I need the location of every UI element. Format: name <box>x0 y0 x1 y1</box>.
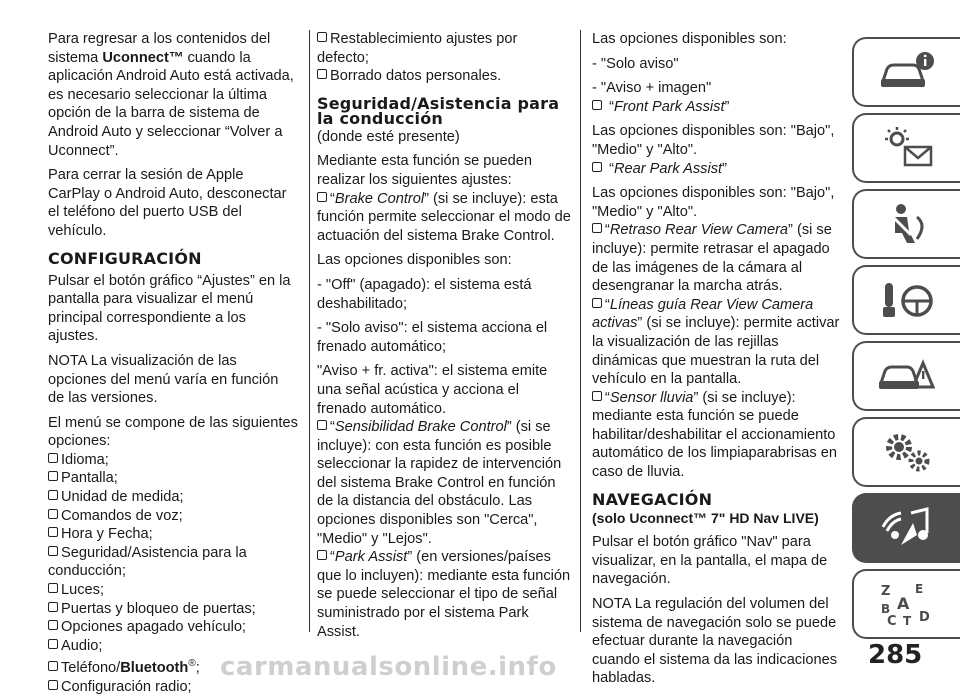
column-divider <box>580 30 581 632</box>
paragraph-option-off: - "Off" (apagado): el sistema está deshabilitado; <box>317 276 532 312</box>
list-item: Unidad de medida; <box>48 488 298 507</box>
list-item: Restablecimiento ajustes por defecto; <box>317 31 518 66</box>
bullet-box-icon <box>48 583 58 593</box>
note-menu-options: NOTA La visualización de las opciones del menú varía en función de las versiones. <box>48 352 279 407</box>
index-letter: E <box>915 582 924 596</box>
list-item: Idioma; <box>48 451 298 470</box>
index-letter: D <box>919 610 930 625</box>
paragraph-nav-button: Pulsar el botón gráfico "Nav" para visualizar, en la pantalla, el mapa de navegación. <box>592 534 828 588</box>
bullet-box-icon <box>48 546 58 556</box>
bullet-box-icon <box>317 69 327 79</box>
page-number: 285 <box>868 640 923 670</box>
bullet-box-icon <box>48 602 58 612</box>
list-item: Borrado datos personales. <box>317 67 571 86</box>
bullet-box-icon <box>48 527 58 537</box>
bullet-box-icon <box>48 509 58 519</box>
uconnect-brand: Uconnect™ <box>102 49 184 66</box>
warning-lights-icon <box>877 125 937 171</box>
column-2 <box>317 30 571 647</box>
bullet-box-icon <box>48 620 58 630</box>
paragraph-rear-options: Las opciones disponibles son: "Bajo", "Medio" y "Alto". <box>592 185 835 220</box>
tab-steering-wheel-key[interactable] <box>852 265 960 335</box>
list-item: Teléfono/Bluetooth®; <box>48 655 298 677</box>
index-letters-icon <box>877 581 937 627</box>
multimedia-nav-icon <box>877 505 937 551</box>
bullet-box-icon <box>48 490 58 500</box>
bullet-box-icon <box>317 550 327 560</box>
column-divider <box>309 30 310 632</box>
heading-seguridad-note: (donde esté presente) <box>317 128 460 145</box>
paragraph-settings-intro: Mediante esta función se pueden realizar los siguientes ajustes: <box>317 153 533 188</box>
bullet-box-icon <box>317 32 327 42</box>
seatbelt-safety-icon <box>877 201 937 247</box>
heading-navegacion: NAVEGACIÓN <box>592 489 713 509</box>
car-breakdown-icon <box>877 353 937 399</box>
index-letter: B <box>881 602 891 616</box>
maintenance-gears-icon <box>877 429 937 475</box>
tab-index[interactable] <box>852 569 960 639</box>
list-item: Puertas y bloqueo de puertas; <box>48 600 298 619</box>
paragraph-option-solo-aviso: - "Solo aviso": el sistema acciona el frenado automático; <box>317 320 548 355</box>
bullet-box-icon <box>48 661 58 671</box>
paragraph-option-aviso-fr: "Aviso + fr. activa": el sistema emite una señal acústica y acciona el frenado automático. <box>317 363 548 417</box>
tab-car-breakdown[interactable] <box>852 341 960 411</box>
bullet-box-icon <box>592 298 602 308</box>
note-nav-volume: NOTA La regulación del volumen del sistema de navegación solo se puede efectuar durante la navegación cuando el sistema da las indicaciones habladas. <box>592 596 837 687</box>
paragraph-close-session: Para cerrar la sesión de Apple CarPlay o Android Auto, desconectar el teléfono del puerto USB del vehículo. <box>48 167 287 239</box>
paragraph-options-available: Las opciones disponibles son: <box>317 252 512 269</box>
option-brake-control: “Brake Control” (si se incluye): esta función permite seleccionar el modo de actuación del sistema Brake Control. <box>317 190 571 244</box>
option-sensibilidad: “Sensibilidad Brake Control” (si se incluye): con esta función es posible seleccionar la rapidez de intervención del sistema Brake Control en función de la distancia del obstáculo. Las opciones disponibles son "Cerca", "Medio" y "Lejos". <box>317 419 562 547</box>
tab-seatbelt-safety[interactable] <box>852 189 960 259</box>
list-item: Hora y Fecha; <box>48 525 298 544</box>
paragraph-front-options: Las opciones disponibles son: "Bajo", "Medio" y "Alto". <box>592 123 835 158</box>
list-item: Audio; <box>48 637 298 656</box>
option-front-park-assist: “Front Park Assist” <box>592 98 840 117</box>
option-park-assist: “Park Assist” (en versiones/países que lo incluyen): mediante esta función se puede seleccionar el tipo de señal suministrado por el sistema Park Assist. <box>317 549 571 640</box>
option-lineas-guia: “Líneas guía Rear View Camera activas” (si se incluye): permite activar la visualización de las rejillas dinámicas que muestran la ruta del vehículo en la pantalla. <box>592 296 840 388</box>
heading-seguridad: Seguridad/Asistencia para la conducción <box>317 93 560 128</box>
paragraph-return-uconnect: Para regresar a los contenidos del sistema Uconnect™ cuando la aplicación Android Auto está activada, es necesario seleccionar la última opción de la barra de sistema de Android Auto y seleccionar “Volver a Uconnect”. <box>48 31 294 159</box>
list-item: Pantalla; <box>48 469 298 488</box>
tab-car-info[interactable] <box>852 37 960 107</box>
list-item: Luces; <box>48 581 298 600</box>
index-letter: C <box>887 614 897 627</box>
bullet-box-icon <box>48 680 58 690</box>
list-item: Configuración radio; <box>48 678 298 696</box>
paragraph-option-solo-aviso: - "Solo aviso" <box>592 55 679 72</box>
index-letter: A <box>897 594 910 613</box>
tab-maintenance[interactable] <box>852 417 960 487</box>
paragraph-menu-intro: El menú se compone de las siguientes opciones: <box>48 414 298 450</box>
column-1 <box>48 30 298 696</box>
heading-navegacion-note: (solo Uconnect™ 7" HD Nav LIVE) <box>592 509 819 526</box>
bullet-box-icon <box>48 471 58 481</box>
bullet-box-icon <box>317 192 327 202</box>
paragraph-options-available: Las opciones disponibles son: <box>592 31 787 47</box>
list-item: Seguridad/Asistencia para la conducción; <box>48 544 247 580</box>
bullet-box-icon <box>317 420 327 430</box>
bullet-box-icon <box>592 391 602 401</box>
tab-multimedia[interactable] <box>852 493 960 563</box>
paragraph-option-aviso-imagen: - "Aviso + imagen" <box>592 80 712 97</box>
option-retraso-camera: “Retraso Rear View Camera” (si se incluye): permite retrasar el apagado de las imágenes de la cámara al desengranar la marcha atrás. <box>592 222 832 295</box>
index-letter: T <box>903 614 912 627</box>
heading-configuracion: CONFIGURACIÓN <box>48 248 202 268</box>
bullet-box-icon <box>48 639 58 649</box>
steering-wheel-key-icon <box>877 277 937 323</box>
option-sensor-lluvia: “Sensor lluvia” (si se incluye): mediante esta función se puede habilitar/deshabilitar el accionamiento automático de los limpiaparabrisas en caso de lluvia. <box>592 389 837 481</box>
paragraph-settings: Pulsar el botón gráfico “Ajustes” en la pantalla para visualizar el menú principal correspondiente a los ajustes. <box>48 272 291 345</box>
watermark: carmanualsonline.info <box>220 652 557 682</box>
bullet-box-icon <box>48 453 58 463</box>
list-item: Comandos de voz; <box>48 507 298 526</box>
column-3 <box>592 30 840 694</box>
bullet-box-icon <box>592 162 602 172</box>
option-rear-park-assist: “Rear Park Assist” <box>592 160 840 179</box>
bullet-box-icon <box>592 223 602 233</box>
car-info-icon <box>877 49 937 95</box>
bullet-box-icon <box>592 100 602 110</box>
tab-warning-lights[interactable] <box>852 113 960 183</box>
index-letter: Z <box>881 584 891 599</box>
list-item: Opciones apagado vehículo; <box>48 618 298 637</box>
